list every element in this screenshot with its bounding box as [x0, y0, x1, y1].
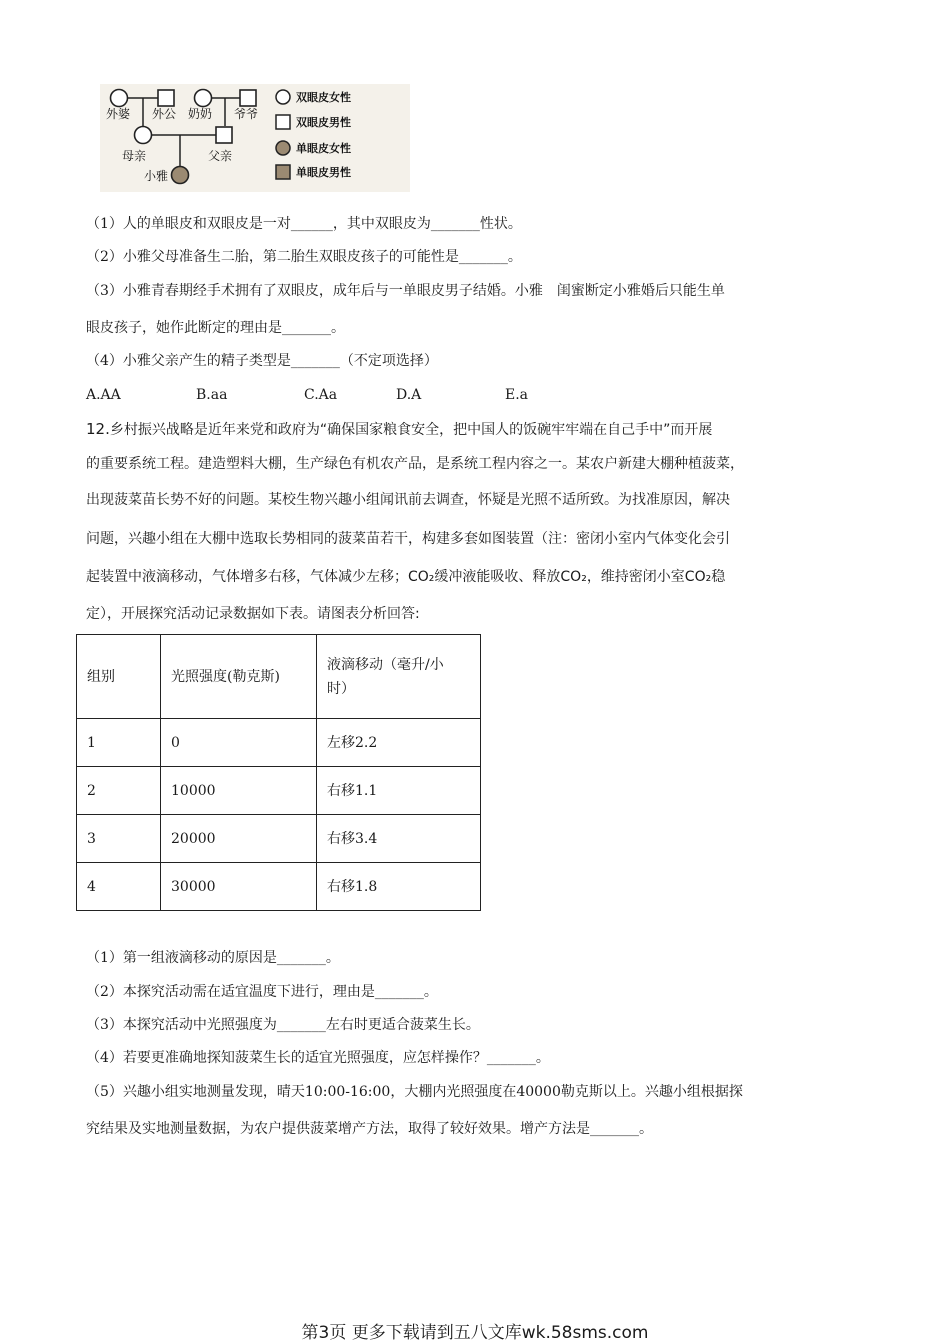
q12-part4: （4）若要更准确地探知菠菜生长的适宜光照强度，应怎样操作？_______。	[86, 1050, 550, 1066]
legend-label-male-double: 双眼皮男性	[296, 116, 351, 129]
label-grandpa-maternal: 外公	[152, 107, 177, 121]
label-grandpa-paternal: 爷爷	[234, 107, 259, 121]
cell-light: 30000	[161, 863, 317, 911]
table-row	[77, 767, 481, 815]
option-a: A.AA	[86, 387, 121, 403]
cell-group: 2	[77, 767, 161, 815]
q12-stem-line5: 起装置中液滴移动，气体增多右移，气体减少左移；CO₂缓冲液能吸收、释放CO₂，维持密闭小室CO₂稳	[86, 569, 726, 585]
label-daughter: 小雅	[144, 169, 169, 183]
grandpa-maternal-symbol	[158, 90, 174, 106]
cell-group: 1	[77, 719, 161, 767]
cell-light: 10000	[161, 767, 317, 815]
grandma-paternal-symbol	[195, 90, 212, 107]
table-row	[77, 719, 481, 767]
cell-group: 3	[77, 815, 161, 863]
header-droplet-line2: 时）	[327, 680, 355, 697]
q12-stem-line6: 定），开展探究活动记录数据如下表。请图表分析回答:	[86, 606, 420, 622]
legend-female-double-icon	[276, 90, 290, 104]
cell-light: 0	[161, 719, 317, 767]
grandma-maternal-symbol	[111, 90, 128, 107]
data-table	[76, 634, 481, 911]
legend-label-female-single: 单眼皮女性	[296, 142, 351, 155]
q12-part2: （2）本探究活动需在适宜温度下进行，理由是_______。	[86, 984, 438, 1000]
header-droplet-line1: 液滴移动（毫升/小	[327, 656, 444, 673]
label-grandma-maternal: 外婆	[106, 107, 131, 121]
q11-part2: （2）小雅父母准备生二胎，第二胎生双眼皮孩子的可能性是_______。	[86, 249, 522, 265]
cell-group: 4	[77, 863, 161, 911]
cell-droplet: 右移1.8	[317, 863, 481, 911]
q11-part4: （4）小雅父亲产生的精子类型是_______（不定项选择）	[86, 353, 438, 369]
legend-male-single-icon	[276, 165, 290, 179]
mother-symbol	[135, 127, 152, 144]
page-footer: 第3页 更多下载请到五八文库wk.58sms.com	[301, 1323, 649, 1343]
q12-stem-line1	[86, 419, 712, 440]
q11-part3-line1: （3）小雅青春期经手术拥有了双眼皮，成年后与一单眼皮男子结婚。小雅 闺蜜断定小雅婚后只能生单	[86, 283, 725, 299]
q12-stem-line2: 的重要系统工程。建造塑料大棚，生产绿色有机农产品，是系统工程内容之一。某农户新建大棚种植菠菜，	[86, 456, 744, 472]
daughter-symbol	[172, 167, 189, 184]
cell-droplet: 左移2.2	[317, 719, 481, 767]
pedigree-chart	[100, 84, 410, 192]
q12-part5-line1: （5）兴趣小组实地测量发现，晴天10:00-16:00，大棚内光照强度在40000勒克斯以上。兴趣小组根据探	[86, 1084, 743, 1100]
label-mother: 母亲	[122, 149, 147, 163]
q12-text: 乡村振兴战略是近年来党和政府为“确保国家粮食安全，把中国人的饭碗牢牢端在自己手中”而开展	[109, 422, 713, 438]
father-symbol	[216, 127, 232, 143]
cell-light: 20000	[161, 815, 317, 863]
table-row	[77, 815, 481, 863]
label-father: 父亲	[208, 149, 233, 163]
q12-part1: （1）第一组液滴移动的原因是_______。	[86, 950, 340, 966]
header-light: 光照强度(勒克斯)	[161, 635, 317, 719]
cell-droplet: 右移3.4	[317, 815, 481, 863]
q12-stem-line3: 出现菠菜苗长势不好的问题。某校生物兴趣小组闻讯前去调查，怀疑是光照不适所致。为找准原因，解决	[86, 492, 730, 508]
legend-male-double-icon	[276, 115, 290, 129]
table-row	[77, 863, 481, 911]
legend-label-female-double: 双眼皮女性	[296, 91, 351, 104]
legend-label-male-single: 单眼皮男性	[296, 166, 351, 179]
header-droplet	[317, 635, 481, 719]
grandpa-paternal-symbol	[240, 90, 256, 106]
q11-part3-line2: 眼皮孩子，她作此断定的理由是_______。	[86, 320, 345, 336]
cell-droplet: 右移1.1	[317, 767, 481, 815]
q11-part1: （1）人的单眼皮和双眼皮是一对______，其中双眼皮为_______性状。	[86, 216, 522, 232]
header-group: 组别	[77, 635, 161, 719]
q12-part5-line2: 究结果及实地测量数据，为农户提供菠菜增产方法，取得了较好效果。增产方法是_______。	[86, 1121, 653, 1137]
option-d: D.A	[396, 387, 422, 403]
option-c: C.Aa	[304, 387, 338, 403]
legend-female-single-icon	[276, 141, 290, 155]
option-e: E.a	[505, 387, 529, 403]
table-header-row	[77, 635, 481, 719]
q12-part3: （3）本探究活动中光照强度为_______左右时更适合菠菜生长。	[86, 1017, 480, 1033]
option-b: B.aa	[196, 387, 228, 403]
q12-stem-line4: 问题，兴趣小组在大棚中选取长势相同的菠菜苗若干，构建多套如图装置（注：密闭小室内气体变化会引	[86, 531, 730, 547]
q12-number: 12.	[86, 420, 110, 438]
label-grandma-paternal: 奶奶	[188, 107, 213, 121]
